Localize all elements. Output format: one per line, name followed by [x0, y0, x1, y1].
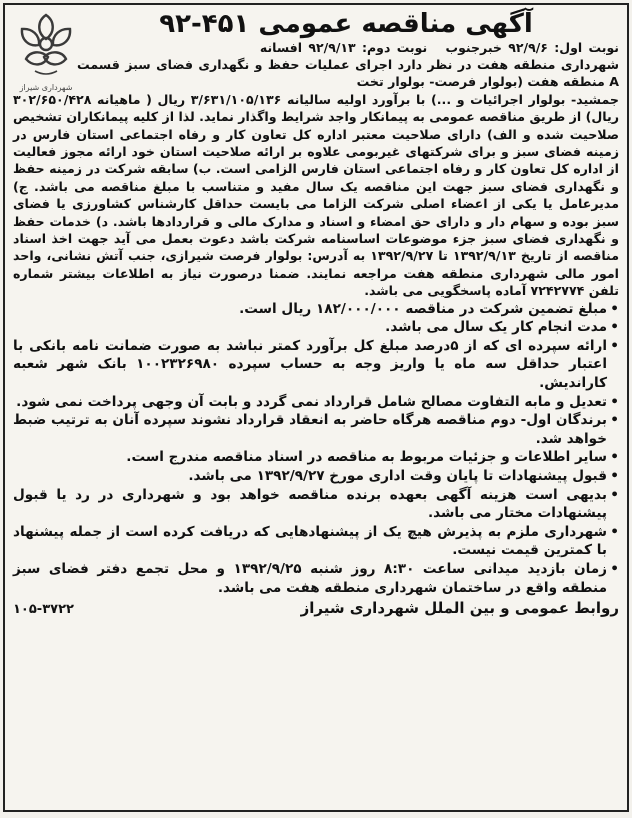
second-publication: نوبت دوم: ۹۲/۹/۱۳ افسانه	[259, 40, 428, 55]
ad-title: آگهی مناقصه عمومی ۴۵۱-۹۲	[159, 9, 533, 39]
list-item: • ارائه سپرده ای که از ۵درصد مبلغ کل برآورد کمتر نباشد به صورت ضمانت نامه بانکی با اعتبار حداقل سه ماه یا واریز وجه به حساب سپرده ۱۰۰۲۳۲۶۹۸۰ بانک شهر شعبه کاراندیش.	[13, 337, 619, 393]
list-item: • برندگان اول- دوم مناقصه هرگاه حاضر به انعقاد قرارداد نشوند سپرده آنان به ترتیب ضبط خواهد شد.	[13, 411, 619, 448]
list-item: • مدت انجام کار یک سال می باشد.	[13, 318, 619, 337]
ad-code: ۱۰۵-۳۷۲۲	[13, 602, 74, 618]
conditions-list	[13, 300, 619, 598]
list-item: • شهرداری ملزم به پذیرش هیچ یک از پیشنهادهایی که دریافت کرده است از جمله پیشنهاد با کمترین قیمت نیست.	[13, 523, 619, 560]
municipality-logo	[15, 11, 77, 103]
logo-caption: شهرداری شیراز	[19, 83, 73, 92]
publisher-name: روابط عمومی و بین الملل شهرداری شیراز	[300, 599, 619, 618]
list-item: • سایر اطلاعات و جزئیات مربوط به مناقصه در اسناد مناقصه مندرج است.	[13, 448, 619, 467]
list-item: • بدیهی است هزینه آگهی بعهده برنده مناقصه خواهد بود و شهرداری در رد یا قبول پیشنهادات مختار می باشد.	[13, 486, 619, 523]
tender-advertisement	[3, 3, 629, 812]
list-item: • زمان بازدید میدانی ساعت ۸:۳۰ روز شنبه ۱۳۹۲/۹/۲۵ و محل تجمع دفتر فضای سبز منطقه واقع در ساختمان شهرداری منطقه هفت می باشد.	[13, 560, 619, 597]
shiraz-municipality-emblem-icon	[15, 11, 77, 81]
list-item: • تعدیل و مابه التفاوت مصالح شامل قرارداد نمی گردد و بابت آن وجهی پرداخت نمی شود.	[13, 393, 619, 412]
list-item: • مبلغ تضمین شرکت در مناقصه ۱۸۲/۰۰۰/۰۰۰ ریال است.	[13, 300, 619, 319]
body-lead: شهرداری منطقه هفت در نظر دارد اجرای عملیات حفظ و نگهداری فضای سبز قسمت A منطقه هفت (بولوار فرصت- بولوار تخت	[77, 57, 619, 90]
ad-footer	[13, 599, 619, 617]
publication-info	[13, 39, 619, 56]
first-publication: نوبت اول: ۹۲/۹/۶ خبرجنوب	[445, 40, 619, 55]
body-paragraph: جمشید- بولوار اجرائیات و ...) با برآورد اولیه سالیانه ۳/۶۳۱/۱۰۵/۱۳۶ ریال ( ماهیانه ۳۰۲/۶۵۰/۴۲۸ ریال) از طریق مناقصه عمومی به پیمانکار واجد شرایط واگذار نماید. لذا از کلیه پیمانکاران تشخیص صلاحیت شده و الف) دارای صلاحیت معتبر اداره کل تعاون کار و رفاه اجتماعی استان فارس در زمینه فضای سبز و برای شرکتهای غیربومی علاوه بر ارائه صلاحیت استان خود ارائه مجوز فعالیت از اداره کل تعاون کار و رفاه اجتماعی استان فارس الزامی است. ب) سابقه شرکت در زمینه حفظ و نگهداری فضای سبز جهت این مناقصه یک سال مفید و متناسب با مبلغ مناقصه می باشد. ج) مدیرعامل یا یکی از اعضاء اصلی شرکت الزاما می بایست حداقل کارشناس کشاورزی یا فضای سبز بوده و سهام دار و دارای حق امضاء و اسناد و مدارک مالی و قراردادها باشد. د) خدمات حفظ و نگهداری فضای سبز جزء موضوعات اساسنامه شرکت باشد دعوت بعمل می آید جهت اخذ اسناد مناقصه از تاریخ ۱۳۹۲/۹/۱۳ تا ۱۳۹۲/۹/۲۷ به آدرس: بولوار فرصت شیرازی، جنب آتش نشانی، واحد امور مالی شهرداری منطقه هفت مراجعه نمایند. ضمنا درصورت نیاز به اطلاعات بیشتر شماره تلفن ۷۲۴۲۷۷۴ آماده پاسخگویی می باشد.	[13, 91, 619, 299]
list-item: • قبول پیشنهادات تا پایان وقت اداری مورخ ۱۳۹۲/۹/۲۷ می باشد.	[13, 467, 619, 486]
